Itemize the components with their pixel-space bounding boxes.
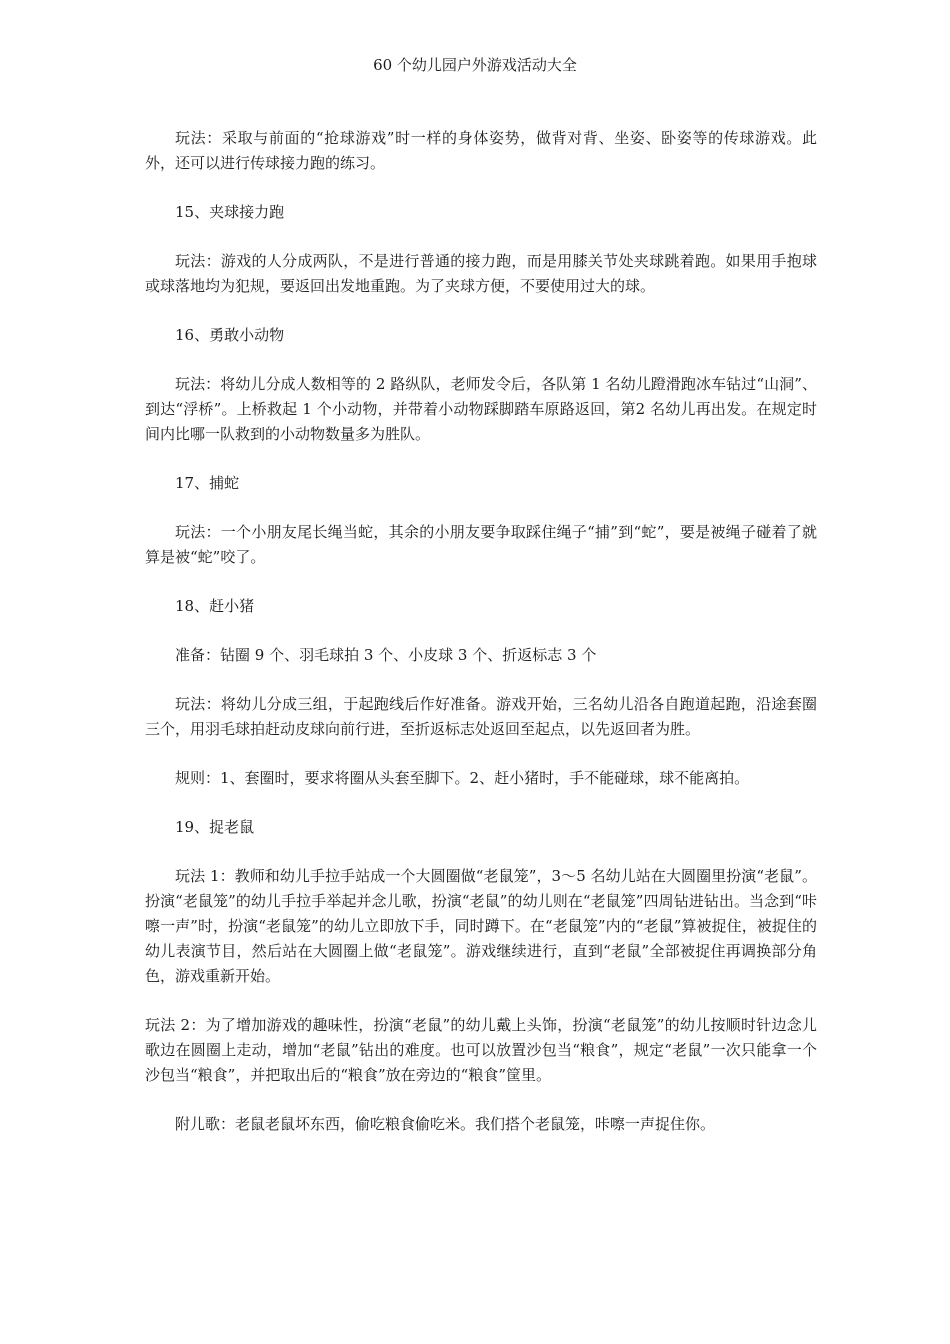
paragraph-play-method-1: 玩法 1：教师和幼儿手拉手站成一个大圆圈做“老鼠笼”，3～5 名幼儿站在大圆圈里扮演“老鼠”。扮演“老鼠笼”的幼儿手拉手举起并念儿歌，扮演“老鼠”的幼儿则在“老鼠笼”四周钻进钻出。当念到“咔嚓一声”时，扮演“老鼠笼”的幼儿立即放下手，同时蹲下。在“老鼠笼”内的“老鼠”算被捉住，被捉住的幼儿表演节目，然后站在大圆圈上做“老鼠笼”。游戏继续进行，直到“老鼠”全部被捉住再调换部分角色，游戏重新开始。	[145, 867, 817, 985]
paragraph-play-method-drive-piggy: 玩法：将幼儿分成三组，于起跑线后作好准备。游戏开始，三名幼儿沿各自跑道起跑，沿途套圈三个，用羽毛球拍赶动皮球向前行进，至折返标志处返回至起点，以先返回者为胜。	[145, 695, 817, 738]
section-heading-19: 19、捉老鼠	[175, 818, 255, 836]
paragraph-play-method-relay: 玩法：游戏的人分成两队，不是进行普通的接力跑，而是用膝关节处夹球跳着跑。如果用手抱球或球落地均为犯规，要返回出发地重跑。为了夹球方便，不要使用过大的球。	[145, 252, 817, 295]
paragraph-preparation: 准备：钻圈 9 个、羽毛球拍 3 个、小皮球 3 个、折返标志 3 个	[175, 646, 597, 664]
paragraph-nursery-rhyme: 附儿歌：老鼠老鼠坏东西，偷吃粮食偷吃米。我们搭个老鼠笼，咔嚓一声捉住你。	[175, 1115, 716, 1133]
section-heading-18: 18、赶小猪	[175, 597, 255, 615]
paragraph-play-method-catch-snake: 玩法：一个小朋友尾长绳当蛇，其余的小朋友要争取踩住绳子“捕”到“蛇”，要是被绳子碰着了就算是被“蛇”咬了。	[145, 523, 817, 566]
page-header-title: 60 个幼儿园户外游戏活动大全	[373, 56, 577, 74]
section-heading-16: 16、勇敢小动物	[175, 326, 285, 344]
document-body	[145, 126, 817, 1161]
section-heading-15: 15、夹球接力跑	[175, 203, 285, 221]
paragraph-rules: 规则：1、套圈时，要求将圈从头套至脚下。2、赶小猪时，手不能碰球，球不能离拍。	[175, 769, 750, 787]
paragraph-play-method-2: 玩法 2：为了增加游戏的趣味性，扮演“老鼠”的幼儿戴上头饰，扮演“老鼠笼”的幼儿按顺时针边念儿歌边在圆圈上走动，增加“老鼠”钻出的难度。也可以放置沙包当“粮食”，规定“老鼠”一次只能拿一个沙包当“粮食”，并把取出后的“粮食”放在旁边的“粮食”筐里。	[145, 1016, 817, 1084]
paragraph-play-method-brave-animals: 玩法：将幼儿分成人数相等的 2 路纵队，老师发令后，各队第 1 名幼儿蹬滑跑冰车钻过“山洞”、到达“浮桥”。上桥救起 1 个小动物，并带着小动物踩脚踏车原路返回，第2 名幼儿再出发。在规定时间内比哪一队救到的小动物数量多为胜队。	[145, 375, 817, 443]
paragraph-play-method-passing: 玩法：采取与前面的“抢球游戏”时一样的身体姿势，做背对背、坐姿、卧姿等的传球游戏。此外，还可以进行传球接力跑的练习。	[145, 129, 817, 172]
section-heading-17: 17、捕蛇	[175, 474, 240, 492]
